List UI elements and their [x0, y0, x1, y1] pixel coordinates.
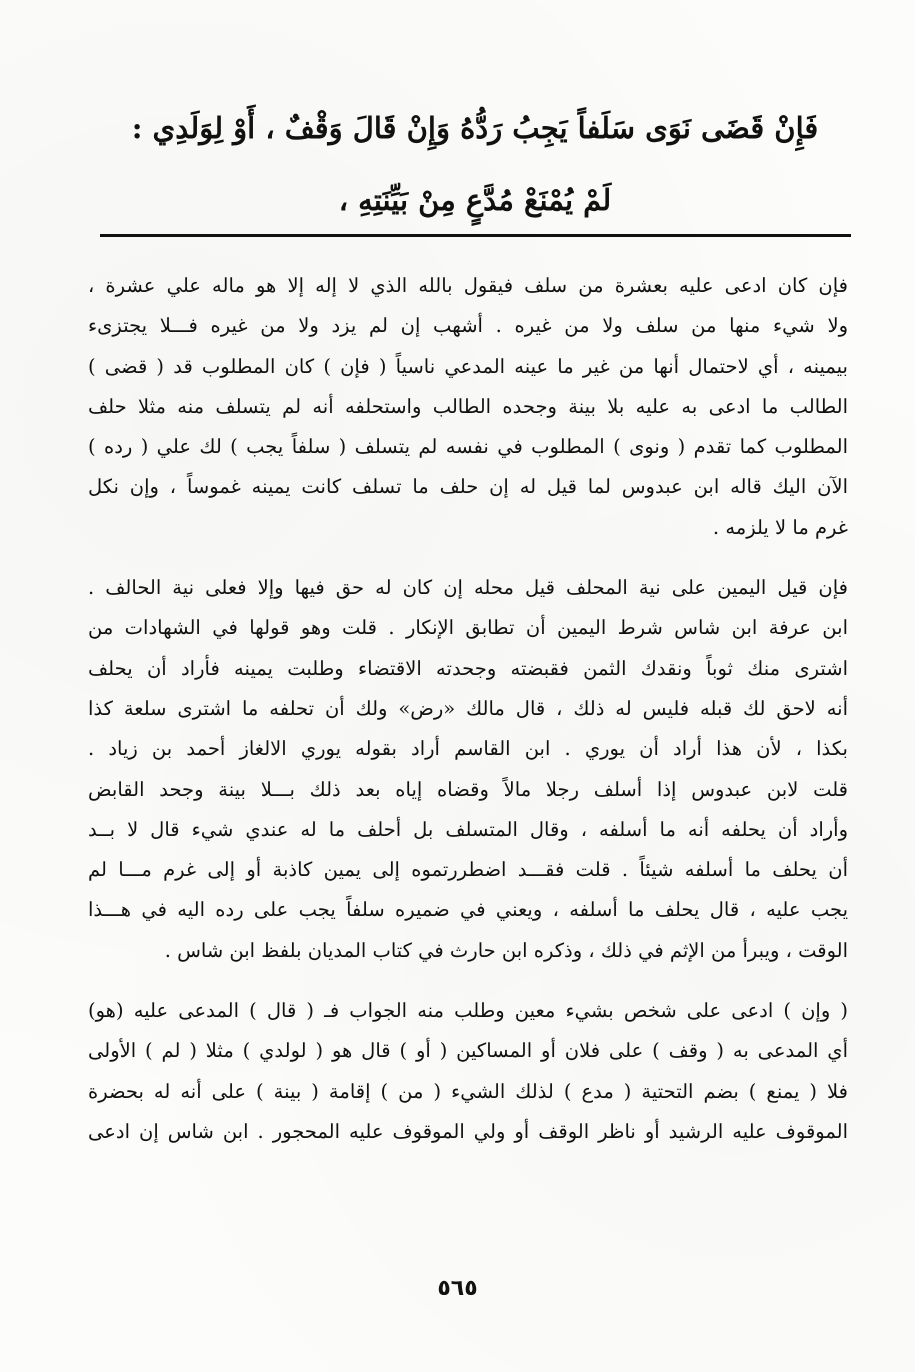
text-line: الطالب ما ادعى به عليه بلا بينة وجحده الطالب واستحلفه أنه لم يتسلف منه مثلا حلف [88, 394, 848, 418]
paragraph-gap [88, 548, 848, 568]
text-line: أي المدعى به ( وقف ) على فلان أو المساكين ( أو ) قال هو ( لولدي ) مثلا ( لم ) الأولى [88, 1039, 848, 1063]
verse-line-2: لَمْ يُمْنَعْ مُدَّعٍ مِنْ بَيِّنَتِهِ ، [338, 183, 612, 217]
paragraph-2 [88, 568, 848, 971]
text-line: الوقت ، ويبرأ من الإثم في ذلك ، وذكره ابن حارث في كتاب المديان بلفظ ابن شاس . [164, 938, 848, 962]
text-line: الآن اليك قاله ابن عبدوس لما قيل له إن حلف ما تسلف كانت يمينه غموساً ، وإن نكل [88, 475, 848, 499]
verse-header [100, 92, 850, 236]
text-line: فلا ( يمنع ) بضم التحتية ( مدع ) لذلك الشيء ( من ) إقامة ( بينة ) على أنه له بحضرة [88, 1079, 848, 1103]
text-line: فإن كان ادعى عليه بعشرة من سلف فيقول بالله الذي لا إله إلا هو ماله علي عشرة ، [88, 274, 848, 297]
commentary-text [88, 266, 848, 1152]
text-line: ولا شيء منها من سلف ولا من غيره . أشهب إن لم يزد ولا من غيره فـــلا يجتزىء [88, 314, 848, 338]
text-line: ابن عرفة ابن شاس شرط اليمين أن تطابق الإنكار . قلت وهو قولها في الشهادات من [88, 616, 848, 640]
text-line: الموقوف عليه الرشيد أو ناظر الوقف أو ولي الموقوف عليه المحجور . ابن شاس إن ادعى [88, 1119, 848, 1143]
paragraph-3 [88, 991, 848, 1152]
text-line: بيمينه ، أي لاحتمال أنها من غير ما عينه المدعي ناسياً ( فإن ) كان المطلوب قد ( قضى ) [88, 354, 848, 378]
text-line: غرم ما لا يلزمه . [712, 515, 848, 539]
text-line: قلت لابن عبدوس إذا أسلف رجلا مالاً وقضاه إياه بعد ذلك بـــلا بينة وجحد القابض [88, 777, 848, 801]
header-divider [100, 234, 851, 237]
text-line: ( وإن ) ادعى على شخص بشيء معين وطلب منه الجواب فـ ( قال ) المدعى عليه (هو) [88, 999, 848, 1023]
text-line: أن يحلف ما أسلفه شيئاً . قلت فقـــد اضطررتموه إلى يمين كاذبة أو إلى غرم مـــا لم [88, 858, 848, 882]
verse-line-1: فَإِنْ قَضَى نَوَى سَلَفاً يَجِبُ رَدُّهُ وَإِنْ قَالَ وَقْفٌ ، أَوْ لِوَلَدِي : [131, 111, 819, 145]
text-line: وأراد أن يحلفه أنه ما أسلفه ، وقال المتسلف بل أحلف ما له عندي شيء قال لا بــد [88, 817, 848, 841]
page-number: ٥٦٥ [437, 1276, 478, 1301]
text-line: يجب عليه ، قال يحلف ما أسلفه ، ويعني في ضميره سلفاً يجب على رده اليه في هـــذا [88, 898, 848, 922]
paragraph-1 [88, 266, 848, 548]
paragraph-gap [88, 971, 848, 991]
text-line: فإن قيل اليمين على نية المحلف قيل محله إن كان له حق فيها وإلا فعلى نية الحالف . [88, 576, 848, 600]
text-line: بكذا ، لأن هذا أراد أن يوري . ابن القاسم أراد بقوله يوري الالغاز أحمد بن زياد . [88, 737, 848, 761]
text-line: أنه لاحق لك قبله فليس له ذلك ، قال مالك «رض» ولك أن تحلفه ما اشترى سلعة كذا [88, 696, 848, 720]
text-line: اشترى منك ثوباً ونقدك الثمن فقبضته وجحدته الاقتضاء وطلبت يمينه فأراد أن يحلف [88, 656, 848, 680]
text-line: المطلوب كما تقدم ( ونوى ) المطلوب في نفسه لم يتسلف ( سلفاً يجب ) لك علي ( رده ) [88, 435, 848, 459]
